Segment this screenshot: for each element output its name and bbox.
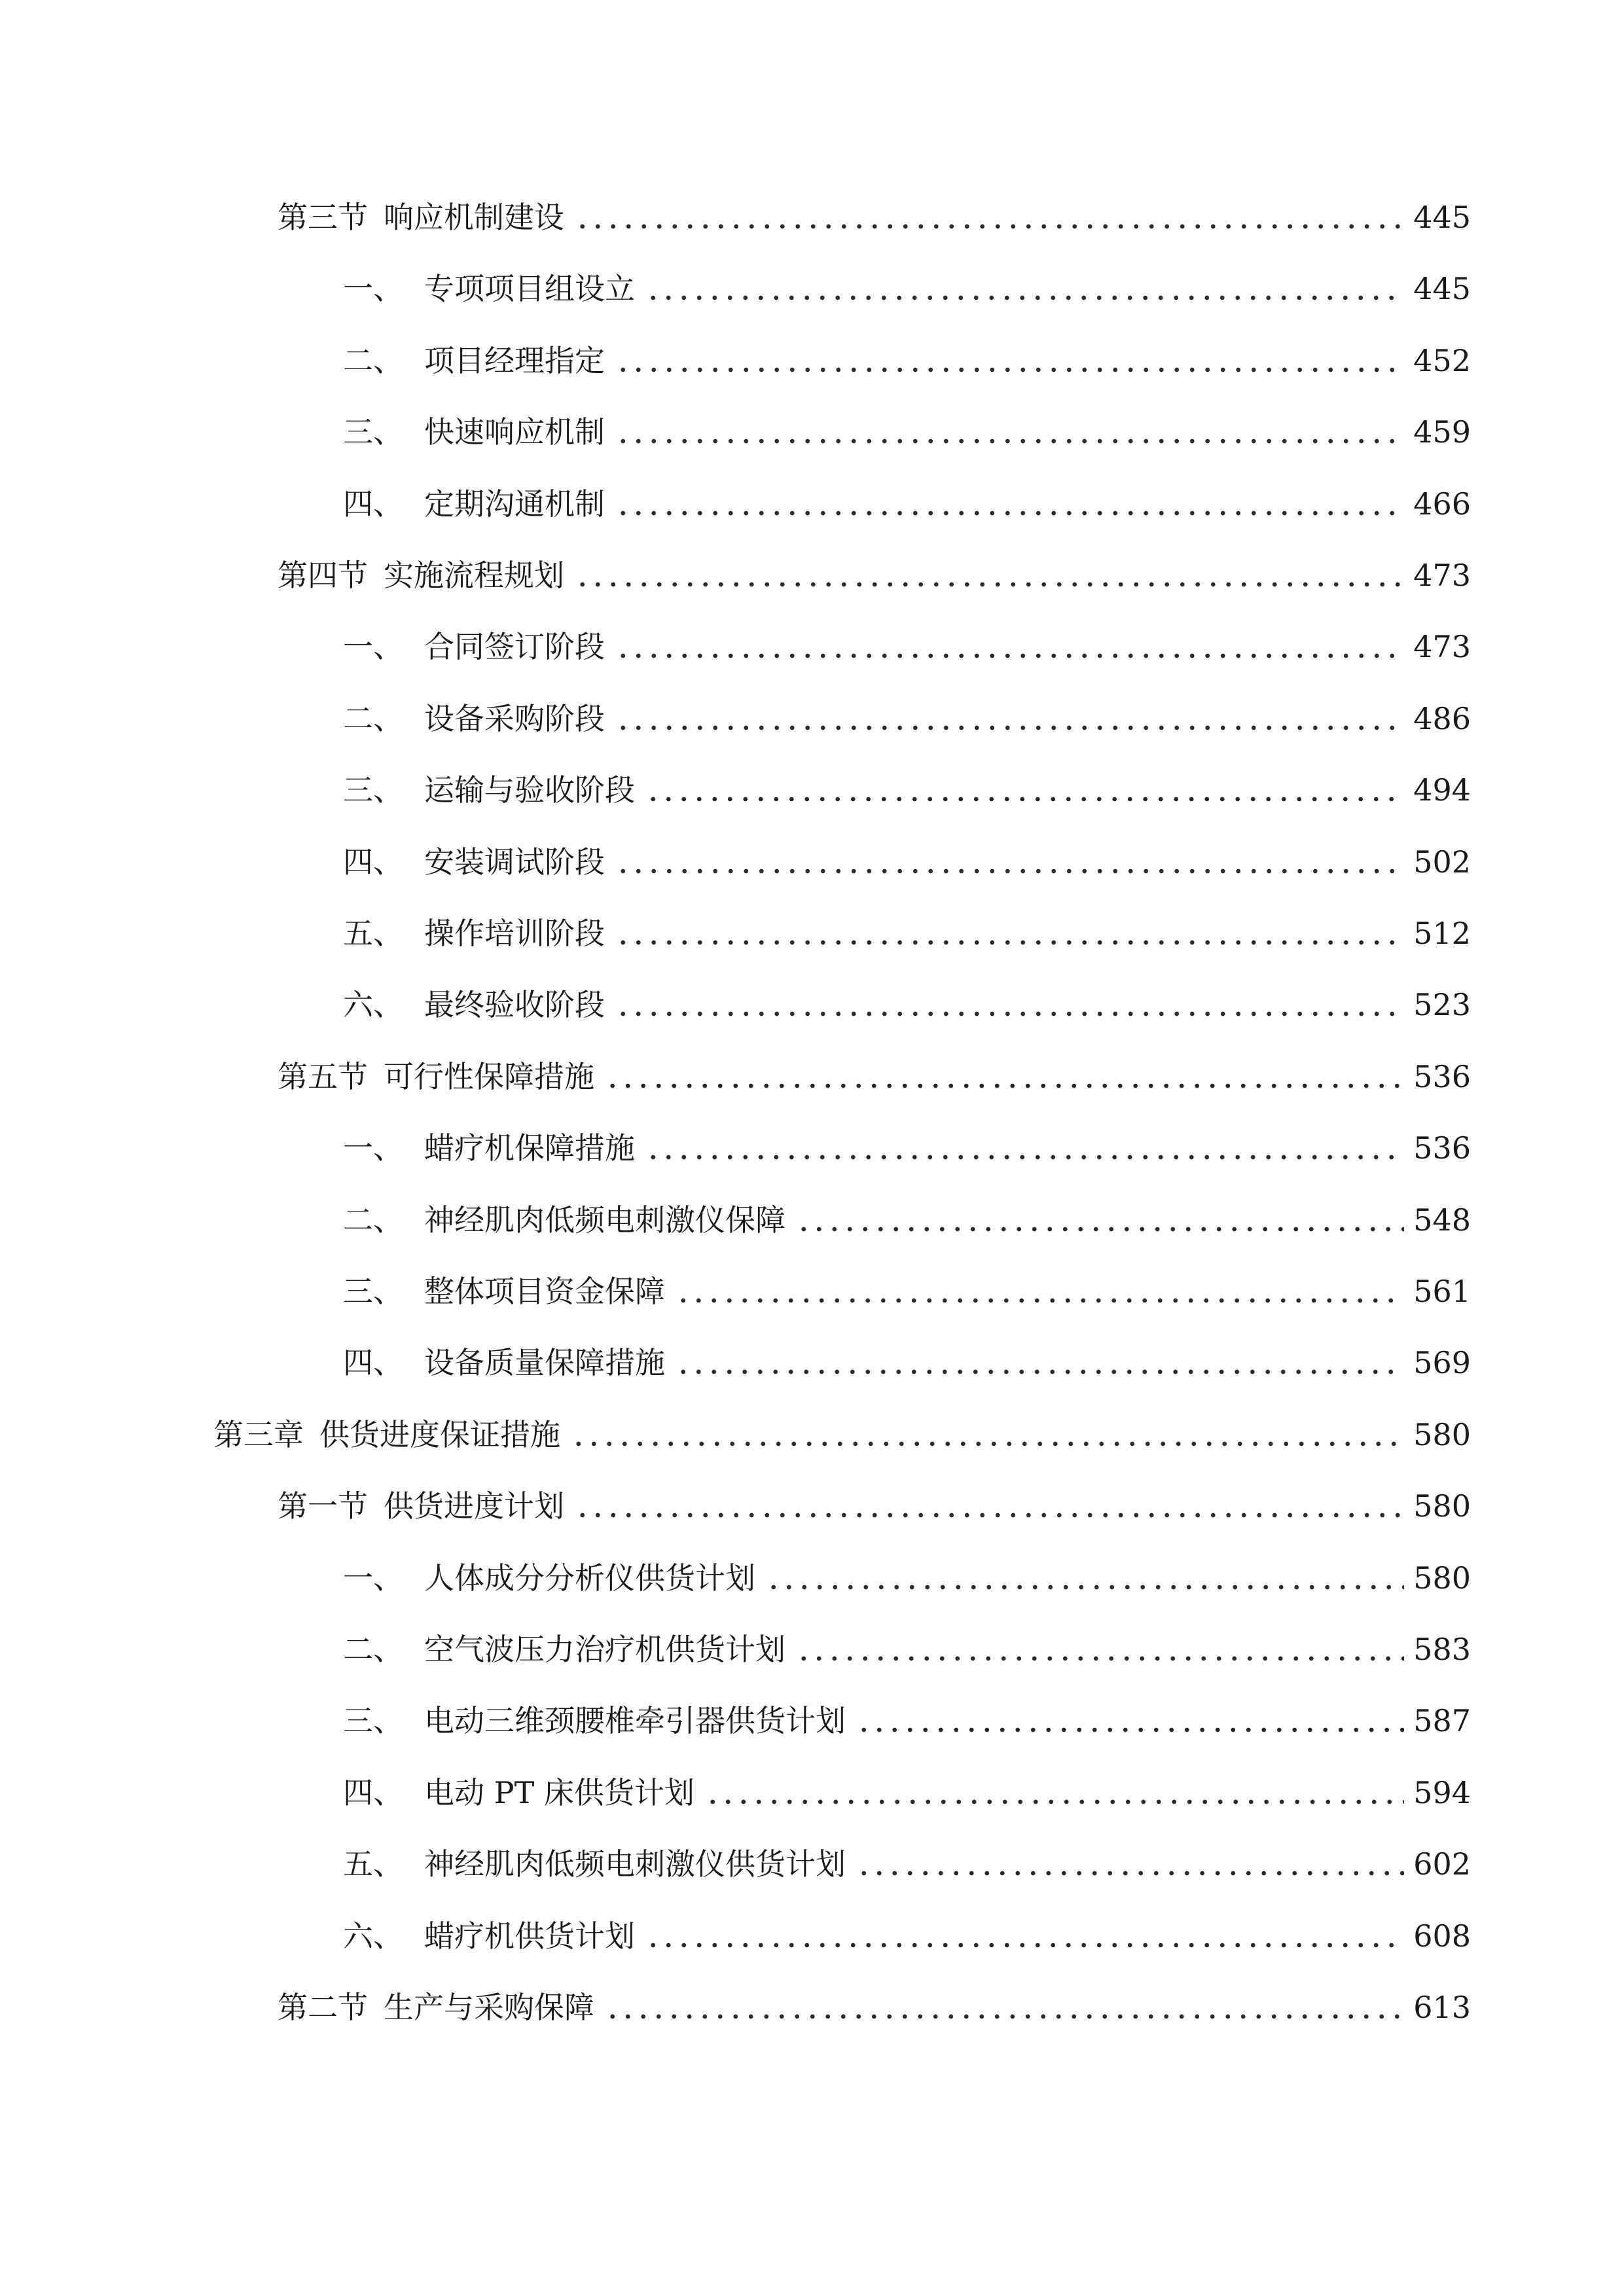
toc-entry-page-number: 512 <box>1413 916 1471 951</box>
toc-dot-leader <box>615 978 1404 1031</box>
toc-entry-page-number: 459 <box>1413 414 1471 450</box>
toc-entry-title: 设备质量保障措施 <box>424 1345 665 1381</box>
toc-entry[interactable] <box>278 1480 1471 1532</box>
toc-dot-leader <box>645 764 1404 816</box>
toc-dot-leader <box>645 262 1404 315</box>
toc-entry-number: 五、 <box>343 1846 403 1882</box>
toc-entry-title: 响应机制建设 <box>384 200 564 235</box>
toc-entry-title: 人体成分分析仪供货计划 <box>424 1560 755 1596</box>
toc-entry-page-number: 602 <box>1413 1846 1471 1882</box>
toc-dot-leader <box>615 692 1404 745</box>
toc-dot-leader <box>645 1910 1404 1962</box>
toc-entry-number: 一、 <box>343 629 403 665</box>
toc-entry-title: 操作培训阶段 <box>424 916 605 951</box>
toc-entry-page-number: 502 <box>1413 844 1471 880</box>
toc-entry-number: 六、 <box>343 1918 403 1954</box>
toc-entry-title: 安装调试阶段 <box>424 844 605 880</box>
toc-entry-page-number: 452 <box>1413 342 1471 378</box>
toc-entry-page-number: 486 <box>1413 700 1471 736</box>
toc-entry-page-number: 494 <box>1413 772 1471 808</box>
toc-entry-title: 蜡疗机供货计划 <box>424 1918 635 1954</box>
toc-entry-page-number: 613 <box>1413 1990 1471 2025</box>
toc-entry-number: 第三节 <box>278 200 368 235</box>
toc-entry[interactable] <box>278 620 1471 673</box>
toc-entry-title: 定期沟通机制 <box>424 486 605 522</box>
toc-dot-leader <box>605 1050 1404 1103</box>
toc-entry[interactable] <box>278 406 1471 458</box>
toc-entry-number: 四、 <box>343 1345 403 1381</box>
toc-entry-number: 四、 <box>343 1774 403 1810</box>
toc-entry-page-number: 580 <box>1413 1488 1471 1524</box>
toc-entry[interactable] <box>278 764 1471 816</box>
toc-entry-page-number: 523 <box>1413 987 1471 1023</box>
toc-dot-leader <box>705 1767 1404 1819</box>
toc-entry-page-number: 473 <box>1413 629 1471 665</box>
toc-entry[interactable] <box>278 1695 1471 1747</box>
toc-entry[interactable] <box>278 1194 1471 1246</box>
toc-entry-title: 蜡疗机保障措施 <box>424 1130 635 1166</box>
toc-entry[interactable] <box>278 1623 1471 1676</box>
toc-entry[interactable] <box>278 549 1471 601</box>
toc-entry[interactable] <box>278 1050 1471 1103</box>
toc-entry-title: 神经肌肉低频电刺激仪供货计划 <box>424 1846 846 1882</box>
toc-dot-leader <box>766 1552 1404 1604</box>
toc-dot-leader <box>575 549 1404 601</box>
toc-entry[interactable] <box>278 1838 1471 1890</box>
toc-dot-leader <box>796 1623 1404 1676</box>
toc-entry-page-number: 536 <box>1413 1058 1471 1094</box>
toc-entry-title: 电动 PT 床供货计划 <box>424 1774 695 1810</box>
toc-entry-number: 第一节 <box>278 1488 368 1524</box>
toc-dot-leader <box>676 1336 1404 1389</box>
toc-entry-page-number: 608 <box>1413 1918 1471 1954</box>
toc-entry-page-number: 580 <box>1413 1416 1471 1452</box>
toc-entry[interactable] <box>278 692 1471 745</box>
toc-dot-leader <box>615 478 1404 530</box>
toc-entry-number: 五、 <box>343 916 403 951</box>
toc-entry[interactable] <box>278 907 1471 960</box>
toc-entry-title: 项目经理指定 <box>424 342 605 378</box>
toc-entry-title: 生产与采购保障 <box>384 1990 594 2025</box>
toc-dot-leader <box>575 1480 1404 1532</box>
toc-entry-number: 第二节 <box>278 1990 368 2025</box>
toc-entry[interactable] <box>213 1408 1471 1461</box>
toc-dot-leader <box>571 1408 1404 1461</box>
toc-entry[interactable] <box>278 1981 1471 2034</box>
toc-entry-number: 二、 <box>343 700 403 736</box>
toc-entry-number: 第五节 <box>278 1058 368 1094</box>
toc-entry-title: 供货进度保证措施 <box>319 1416 560 1452</box>
toc-entry-page-number: 466 <box>1413 486 1471 522</box>
toc-entry-number: 四、 <box>343 486 403 522</box>
toc-entry-number: 二、 <box>343 1632 403 1667</box>
toc-entry[interactable] <box>278 1265 1471 1318</box>
toc-dot-leader <box>615 907 1404 960</box>
toc-entry[interactable] <box>278 1552 1471 1604</box>
toc-entry-page-number: 473 <box>1413 558 1471 593</box>
toc-entry-title: 可行性保障措施 <box>384 1058 594 1094</box>
toc-entry-page-number: 583 <box>1413 1632 1471 1667</box>
toc-entry[interactable] <box>278 978 1471 1031</box>
toc-entry-number: 第四节 <box>278 558 368 593</box>
toc-entry-title: 运输与验收阶段 <box>424 772 635 808</box>
toc-entry[interactable] <box>278 1122 1471 1174</box>
toc-entry-title: 设备采购阶段 <box>424 700 605 736</box>
toc-entry-number: 二、 <box>343 1202 403 1238</box>
toc-entry-page-number: 445 <box>1413 200 1471 235</box>
toc-dot-leader <box>796 1194 1404 1246</box>
toc-entry-title: 快速响应机制 <box>424 414 605 450</box>
toc-entry-number: 六、 <box>343 987 403 1023</box>
toc-entry-number: 第三章 <box>213 1416 304 1452</box>
toc-entry-number: 一、 <box>343 1130 403 1166</box>
toc-entry-page-number: 561 <box>1413 1274 1471 1309</box>
toc-entry[interactable] <box>278 1336 1471 1389</box>
toc-entry[interactable] <box>278 836 1471 888</box>
toc-entry-page-number: 587 <box>1413 1703 1471 1739</box>
toc-entry-number: 三、 <box>343 1703 403 1739</box>
toc-entry-title: 供货进度计划 <box>384 1488 564 1524</box>
toc-dot-leader <box>605 1981 1404 2034</box>
toc-dot-leader <box>676 1265 1404 1318</box>
toc-entry-number: 三、 <box>343 414 403 450</box>
toc-entry-page-number: 594 <box>1413 1774 1471 1810</box>
toc-dot-leader <box>856 1838 1404 1890</box>
toc-entry-title: 整体项目资金保障 <box>424 1274 665 1309</box>
toc-entry-number: 四、 <box>343 844 403 880</box>
toc-entry-title: 实施流程规划 <box>384 558 564 593</box>
toc-entry-title: 空气波压力治疗机供货计划 <box>424 1632 785 1667</box>
toc-dot-leader <box>615 334 1404 387</box>
toc-entry[interactable] <box>278 1910 1471 1962</box>
toc-dot-leader <box>645 1122 1404 1174</box>
toc-entry-title: 合同签订阶段 <box>424 629 605 665</box>
toc-dot-leader <box>856 1695 1404 1747</box>
toc-entry-number: 三、 <box>343 1274 403 1309</box>
toc-dot-leader <box>615 620 1404 673</box>
toc-entry-page-number: 580 <box>1413 1560 1471 1596</box>
toc-entry-number: 一、 <box>343 1560 403 1596</box>
toc-entry-page-number: 548 <box>1413 1202 1471 1238</box>
toc-entry-number: 一、 <box>343 271 403 307</box>
toc-entry-page-number: 445 <box>1413 271 1471 307</box>
toc-entry[interactable] <box>278 262 1471 315</box>
toc-entry[interactable] <box>278 191 1471 243</box>
toc-entry[interactable] <box>278 334 1471 387</box>
toc-entry-page-number: 569 <box>1413 1345 1471 1381</box>
toc-entry[interactable] <box>278 1767 1471 1819</box>
toc-entry-page-number: 536 <box>1413 1130 1471 1166</box>
toc-dot-leader <box>575 191 1404 243</box>
toc-entry-number: 三、 <box>343 772 403 808</box>
toc-entry[interactable] <box>278 478 1471 530</box>
toc-entry-title: 最终验收阶段 <box>424 987 605 1023</box>
toc-entry-title: 神经肌肉低频电刺激仪保障 <box>424 1202 785 1238</box>
toc-dot-leader <box>615 406 1404 458</box>
toc-entry-number: 二、 <box>343 342 403 378</box>
toc-entry-title: 专项项目组设立 <box>424 271 635 307</box>
toc-entry-title: 电动三维颈腰椎牵引器供货计划 <box>424 1703 846 1739</box>
toc-dot-leader <box>615 836 1404 888</box>
